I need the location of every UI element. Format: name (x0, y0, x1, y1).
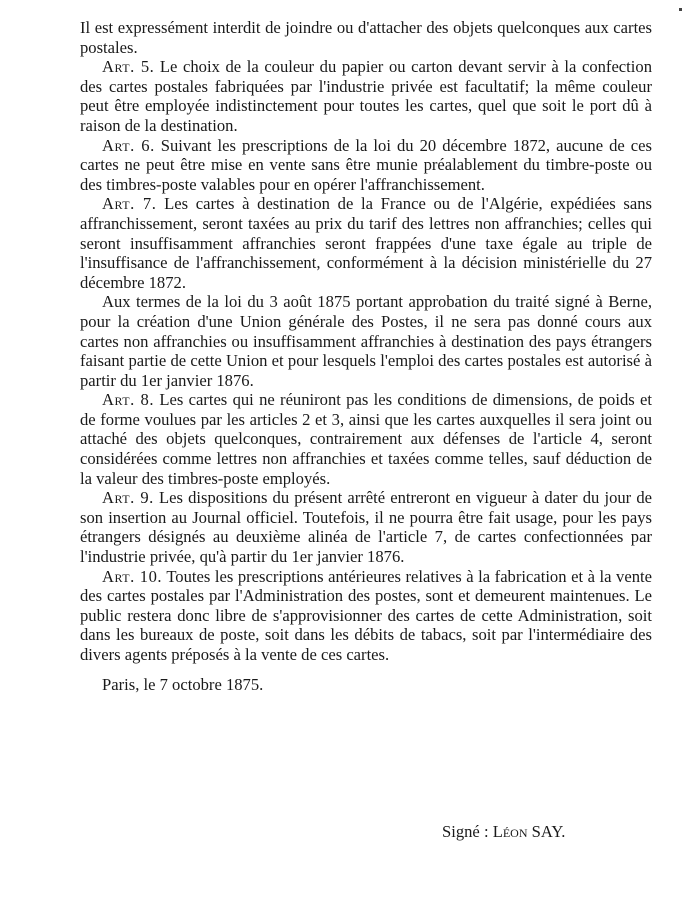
article-9 (80, 488, 652, 566)
article-label: Art. 9. (102, 488, 154, 508)
paragraph-text: Aux termes de la loi du 3 août 1875 portant approbation du traité signé à Berne, pour la création d'une Union générale des Postes, il ne sera pas donné cours aux cartes non affranchies ou insuffisamment affranchies à destination des pays étrangers faisant partie de cette Union et pour lesquels l'emploi des cartes postales est autorisé à partir du 1er janvier 1876. (80, 292, 652, 390)
article-6 (80, 136, 652, 195)
paragraph-text: Les cartes à destination de la France ou de l'Algérie, expédiées sans affranchissement, seront taxées au prix du tarif des lettres non affranchies; celles qui seront insuffisamment affranchies seront frappées d'une taxe égale au triple de l'insuffisance de l'affranchissement, conformément à la décision ministérielle du 27 décembre 1872. (80, 194, 652, 292)
paragraph-text: Les dispositions du présent arrêté entreront en vigueur à dater du jour de son insertion au Journal officiel. Toutefois, il ne pourra être fait usage, pour les pays étrangers désignés au deuxième alinéa de l'article 7, de cartes confectionnées par l'industrie privée, qu'à partir du 1er janvier 1876. (80, 488, 652, 567)
article-label: Art. 8. (102, 390, 154, 410)
article-label: Art. 6. (102, 135, 155, 155)
paragraph-intro (80, 18, 652, 57)
paragraph-text: Le choix de la couleur du papier ou carton devant servir à la confection des cartes postales fabriquées par l'industrie privée est facultatif; la même couleur peut être employée indistinctement pour toutes les cartes, quel que soit le port dû à raison de la destination. (80, 57, 652, 135)
paragraph-text: Les cartes qui ne réuniront pas les conditions de dimensions, de poids et de forme voulues par les articles 2 et 3, ainsi que les cartes auxquelles il sera joint ou attaché des objets quelconques, contrairement aux défenses de l'article 4, seront considérées comme lettres non affranchies et taxées comme telles, sauf déduction de la valeur des timbres-poste employés. (80, 390, 652, 488)
paragraph-text: Suivant les prescriptions de la loi du 20 décembre 1872, aucune de ces cartes ne peut être mise en vente sans être munie préalablement du timbre-poste ou des timbres-poste valables pour en opérer l'affranchissement. (80, 135, 652, 194)
paragraph-text: Toutes les prescriptions antérieures relatives à la fabrication et à la vente des cartes postales par l'Administration des postes, sont et demeurent maintenues. Le public restera donc libre de s'approvisionner des cartes de cette Administration, soit dans les bureaux de poste, soit dans les débits de tabacs, soit par l'intermédiaire des divers agents préposés à la vente de ces cartes. (80, 566, 652, 664)
signature-name: Léon SAY. (492, 822, 566, 841)
article-8 (80, 390, 652, 488)
document-body (80, 18, 652, 694)
article-label: Art. 7. (102, 194, 157, 214)
paragraph-union (80, 292, 652, 390)
article-10 (80, 567, 652, 665)
paragraph-text: Il est expressément interdit de joindre ou d'attacher des objets quelconques aux cartes postales. (80, 18, 652, 57)
article-7 (80, 194, 652, 292)
article-label: Art. 5. (102, 57, 155, 77)
article-5 (80, 57, 652, 135)
signature-label: Signé : (442, 822, 489, 841)
article-label: Art. 10. (102, 566, 163, 586)
place-date: Paris, le 7 octobre 1875. (102, 674, 264, 694)
signature (442, 822, 565, 842)
ink-speck (679, 8, 682, 11)
